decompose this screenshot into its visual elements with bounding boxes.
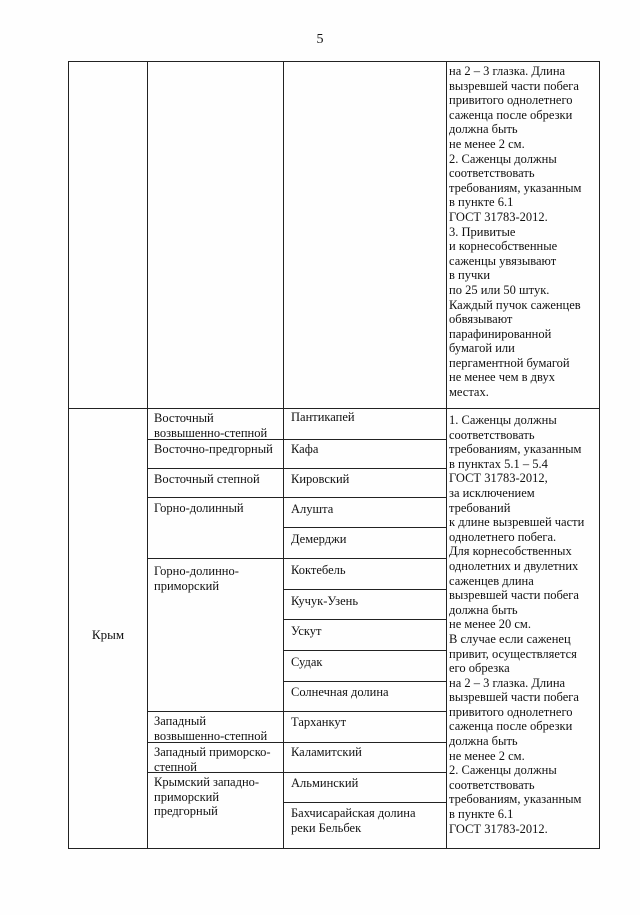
area-name: Демерджи	[291, 532, 347, 546]
region-name: Крым	[91, 627, 125, 642]
zone-name: Восточный возвышенно-степной	[154, 411, 268, 440]
area-divider	[283, 558, 446, 559]
area-name: Кировский	[291, 472, 350, 486]
area-name: Кучук-Узень	[291, 594, 359, 608]
zone-name: Горно-долинно- приморский	[154, 564, 239, 593]
area-name: Пантикапей	[291, 410, 355, 424]
area-name: Кафа	[291, 442, 319, 456]
zone-divider	[147, 711, 283, 712]
area-divider	[283, 439, 446, 440]
requirements-text-continued: на 2 – 3 глазка. Длина вызревшей части побега привитого однолетнего саженца после обрезки должна быть не менее 2 см. 2. Саженцы должны соответствовать требованиям, указанным в пункте 6.1 ГОСТ 31783-2012. 3. Привитые и корнесобственные саженцы увязывают в пучки по 25 или 50 штук. Каждый пучок саженцев обвязывают парафинированной бумагой или пергаментной бумагой не менее чем в двух местах.	[449, 64, 582, 400]
zone-name: Восточно-предгорный	[154, 442, 273, 456]
area-name: Судак	[291, 655, 323, 669]
zone-name: Западный возвышенно-степной	[154, 714, 268, 743]
zone-divider	[147, 468, 283, 469]
area-name: Ускут	[291, 624, 322, 638]
column-divider	[283, 62, 284, 848]
page-number: 5	[316, 32, 324, 47]
area-divider	[283, 802, 446, 803]
row-divider	[69, 408, 599, 409]
zone-name: Крымский западно- приморский предгорный	[154, 775, 260, 819]
area-divider	[283, 468, 446, 469]
area-name: Алушта	[291, 502, 334, 516]
zone-divider	[147, 497, 283, 498]
area-divider	[283, 527, 446, 528]
area-name: Каламитский	[291, 745, 362, 759]
zone-name: Западный приморско- степной	[154, 745, 271, 774]
area-name: Тарханкут	[291, 715, 347, 729]
area-divider	[283, 650, 446, 651]
area-name: Альминский	[291, 776, 359, 790]
area-divider	[283, 497, 446, 498]
zone-name: Восточный степной	[154, 472, 260, 486]
area-divider	[283, 711, 446, 712]
area-divider	[283, 742, 446, 743]
column-divider	[446, 62, 447, 848]
area-name: Коктебель	[291, 563, 346, 577]
zone-name: Горно-долинный	[154, 501, 244, 515]
area-name: Солнечная долина	[291, 685, 389, 699]
area-divider	[283, 681, 446, 682]
area-divider	[283, 772, 446, 773]
area-divider	[283, 619, 446, 620]
zone-divider	[147, 558, 283, 559]
area-divider	[283, 589, 446, 590]
requirements-table	[68, 61, 600, 849]
area-name: Бахчисарайская долина реки Бельбек	[291, 806, 416, 835]
column-divider	[147, 62, 148, 848]
requirements-text: 1. Саженцы должны соответствовать требованиям, указанным в пунктах 5.1 – 5.4 ГОСТ 31783-2012, за исключением требований к длине вызревшей части однолетнего побега. Для корнесобственных однолетних и двулетних саженцев длина вызревшей части побега должна быть не менее 20 см. В случае если саженец привит, осуществляется его обрезка на 2 – 3 глазка. Длина вызревшей части побега привитого однолетнего саженца после обрезки должна быть не менее 2 см. 2. Саженцы должны соответствовать требованиям, указанным в пункте 6.1 ГОСТ 31783-2012.	[449, 413, 585, 836]
